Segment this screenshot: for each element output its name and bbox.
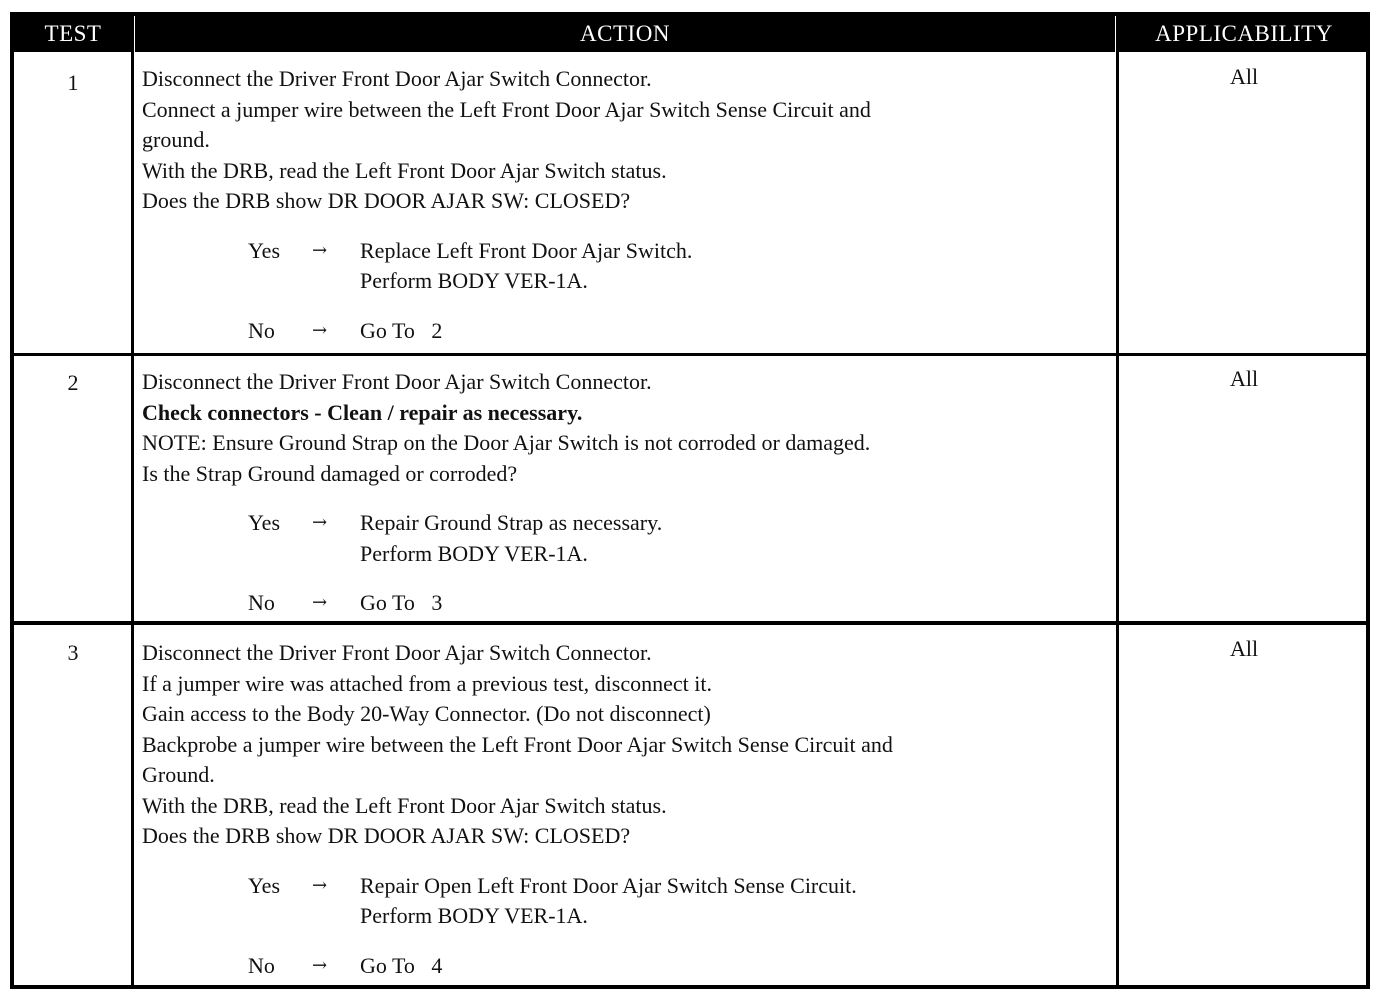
yes-branch-continued: [142, 901, 1117, 932]
action-cell-1: [142, 64, 1117, 346]
action-line: With the DRB, read the Left Front Door Ajar Switch status.: [142, 792, 667, 818]
action-line-bold: Check connectors - Clean / repair as necessary.: [142, 399, 583, 425]
yes-label: Yes: [248, 872, 281, 898]
action-line: Does the DRB show DR DOOR AJAR SW: CLOSED?: [142, 188, 631, 213]
yes-result: Repair Ground Strap as necessary.: [360, 510, 663, 535]
yes-branch-continued: [142, 539, 1117, 570]
action-line: Does the DRB show DR DOOR AJAR SW: CLOSED?: [142, 823, 631, 848]
arrow-right-icon: →: [312, 319, 328, 341]
yes-result: Repair Open Left Front Door Ajar Switch Sense Circuit.: [360, 872, 857, 898]
action-line: Is the Strap Ground damaged or corroded?: [142, 460, 518, 486]
yes-result: Replace Left Front Door Ajar Switch.: [360, 237, 693, 263]
action-line: Disconnect the Driver Front Door Ajar Switch Connector.: [142, 369, 652, 394]
applicability-2: All: [1229, 366, 1259, 391]
row-divider: [14, 353, 1366, 356]
column-divider-test: [131, 16, 134, 985]
arrow-right-icon: →: [312, 954, 328, 976]
no-label: No: [248, 590, 275, 615]
applicability-1: All: [1229, 64, 1259, 89]
action-line: Disconnect the Driver Front Door Ajar Switch Connector.: [142, 66, 652, 91]
diagnostic-test-table: [10, 12, 1370, 989]
no-result: Go To 4: [360, 952, 443, 978]
action-line: If a jumper wire was attached from a previous test, disconnect it.: [142, 670, 712, 696]
yes-branch: [142, 236, 1117, 267]
action-cell-2: [142, 367, 1117, 619]
applicability-3: All: [1229, 636, 1259, 661]
yes-result: Perform BODY VER-1A.: [360, 540, 588, 566]
no-branch: [142, 316, 1117, 347]
no-label: No: [248, 317, 275, 343]
arrow-right-icon: →: [312, 592, 328, 613]
yes-branch: [142, 871, 1117, 902]
no-result: Go To 3: [360, 590, 443, 615]
action-line: Connect a jumper wire between the Left Front Door Ajar Switch Sense Circuit and: [142, 96, 871, 122]
yes-result: Perform BODY VER-1A.: [360, 903, 588, 928]
yes-branch: [142, 508, 1117, 539]
arrow-right-icon: →: [312, 874, 328, 896]
action-line: NOTE: Ensure Ground Strap on the Door Ajar Switch is not corroded or damaged.: [142, 430, 871, 455]
action-line: Gain access to the Body 20-Way Connector. (Do not disconnect): [142, 701, 711, 726]
action-line: Backprobe a jumper wire between the Left Front Door Ajar Switch Sense Circuit and: [142, 731, 893, 757]
header-test: TEST: [14, 16, 132, 52]
action-line: Disconnect the Driver Front Door Ajar Switch Connector.: [142, 640, 652, 665]
arrow-right-icon: →: [312, 239, 328, 261]
no-branch: [142, 588, 1117, 619]
action-cell-3: [142, 638, 1117, 981]
test-number-2: 2: [67, 370, 79, 395]
no-result: Go To 2: [360, 317, 443, 343]
action-line: ground.: [142, 127, 210, 152]
no-branch: [142, 951, 1117, 982]
action-line: Ground.: [142, 762, 215, 787]
yes-label: Yes: [248, 237, 281, 263]
header-action: ACTION: [135, 16, 1115, 52]
arrow-right-icon: →: [312, 512, 328, 533]
header-applicability: APPLICABILITY: [1118, 16, 1370, 52]
no-label: No: [248, 952, 275, 978]
action-line: With the DRB, read the Left Front Door Ajar Switch status.: [142, 157, 667, 183]
test-number-1: 1: [67, 70, 79, 95]
yes-branch-continued: [142, 266, 1117, 297]
row-divider: [14, 621, 1366, 625]
yes-result: Perform BODY VER-1A.: [360, 268, 588, 293]
yes-label: Yes: [248, 510, 281, 535]
test-number-3: 3: [67, 640, 79, 665]
